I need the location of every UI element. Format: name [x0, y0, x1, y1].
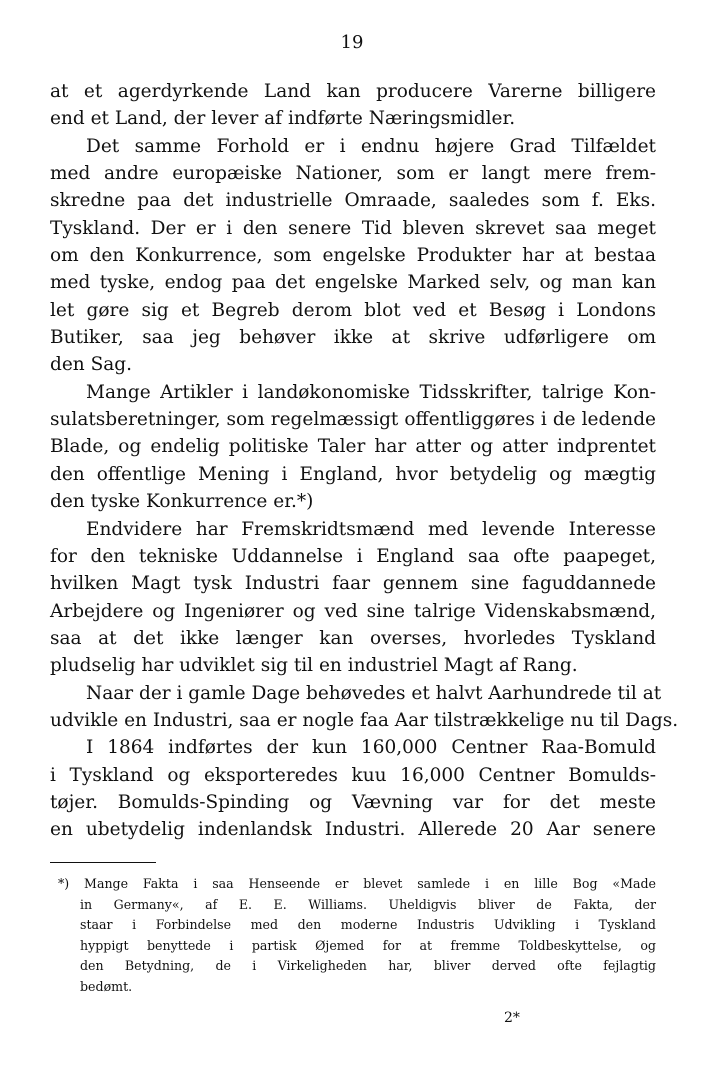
text-line: hvilken Magt tysk Industri faar gennem sine faguddannede	[50, 573, 656, 595]
text-line: let gøre sig et Begreb derom blot ved et Besøg i Londons	[50, 299, 656, 321]
footnote-line: *) Mange Fakta i saa Henseende er blevet samlede i en lille Bog «Made	[58, 876, 656, 891]
text-line: med andre europæiske Nationer, som er langt mere frem-	[50, 163, 656, 185]
text-line: saa at det ikke længer kan overses, hvorledes Tyskland	[50, 627, 656, 649]
text-line: for den tekniske Uddannelse i England saa ofte paapeget,	[50, 545, 656, 567]
footnote-line: den Betydning, de i Virkeligheden har, bliver derved ofte fejlagtig	[80, 958, 656, 973]
footnote-line: staar i Forbindelse med den moderne Industris Udvikling i Tyskland	[80, 917, 656, 932]
page-number: 19	[340, 32, 364, 53]
body-text	[50, 78, 679, 844]
text-line: den offentlige Mening i England, hvor betydelig og mægtig	[50, 463, 656, 485]
text-line: Mange Artikler i landøkonomiske Tidsskrifter, talrige Kon-	[86, 381, 656, 403]
footnote	[58, 874, 656, 997]
text-line: tøjer. Bomulds-Spinding og Vævning var for det meste	[50, 791, 656, 813]
text-line: den Sag.	[50, 354, 133, 376]
signature-mark: 2*	[504, 1010, 520, 1026]
text-line: end et Land, der lever af indførte Næringsmidler.	[50, 108, 516, 130]
text-line: den tyske Konkurrence er.*)	[50, 491, 314, 513]
text-line: med tyske, endog paa det engelske Marked selv, og man kan	[50, 272, 656, 294]
text-line: skredne paa det industrielle Omraade, saaledes som f. Eks.	[50, 190, 656, 212]
text-line: i Tyskland og eksporteredes kuu 16,000 Centner Bomulds-	[50, 764, 656, 786]
footnote-line: in Germany«, af E. E. Williams. Uheldigvis bliver de Fakta, der	[80, 896, 656, 912]
footnote-line: bedømt.	[80, 978, 133, 994]
text-line: I 1864 indførtes der kun 160,000 Centner Raa-Bomuld	[86, 737, 656, 759]
text-line: Endvidere har Fremskridtsmænd med levende Interesse	[86, 518, 656, 540]
text-line: en ubetydelig indenlandsk Industri. Allerede 20 Aar senere	[50, 819, 656, 841]
text-line: Naar der i gamle Dage behøvedes et halvt Aarhundrede til at	[86, 682, 662, 704]
text-line: udvikle en Industri, saa er nogle faa Aar tilstrækkelige nu til Dags.	[50, 709, 679, 731]
text-line: Det samme Forhold er i endnu højere Grad Tilfældet	[86, 135, 656, 157]
footnote-divider	[50, 862, 156, 863]
footnote-line: hyppigt benyttede i partisk Øjemed for at fremme Toldbeskyttelse, og	[80, 937, 656, 953]
text-line: pludselig har udviklet sig til en industriel Magt af Rang.	[50, 655, 578, 677]
text-line: at et agerdyrkende Land kan producere Varerne billigere	[50, 81, 656, 102]
text-line: Butiker, saa jeg behøver ikke at skrive udførligere om	[50, 327, 656, 349]
text-line: om den Konkurrence, som engelske Produkter har at bestaa	[50, 245, 656, 267]
text-line: Blade, og endelig politiske Taler har atter og atter indprentet	[50, 436, 656, 458]
text-line: Tyskland. Der er i den senere Tid bleven skrevet saa meget	[50, 217, 656, 239]
text-line: Arbejdere og Ingeniører og ved sine talrige Videnskabsmænd,	[50, 600, 656, 622]
text-line: sulatsberetninger, som regelmæssigt offentliggøres i de ledende	[50, 409, 656, 431]
